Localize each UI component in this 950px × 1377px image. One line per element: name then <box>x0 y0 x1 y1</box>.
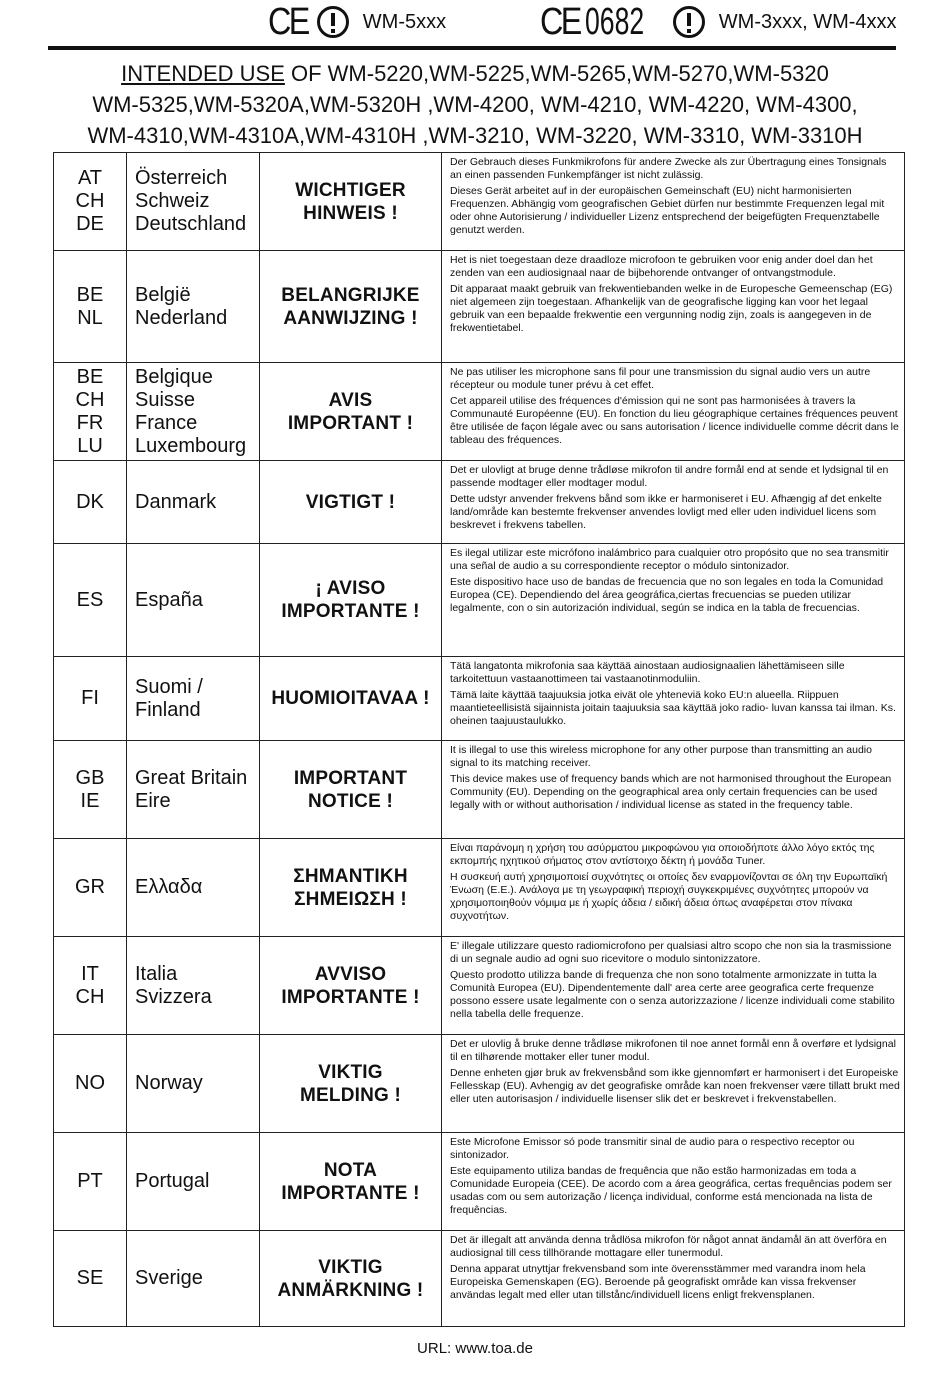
country-codes-item: AT <box>77 167 103 189</box>
notice-heading-item: IMPORTANTE ! <box>281 986 420 1008</box>
notice-heading <box>260 1133 442 1231</box>
country-names <box>127 657 260 741</box>
table-row <box>54 153 905 251</box>
country-names-item: Schweiz <box>135 190 210 212</box>
table-row <box>54 544 905 657</box>
table-row <box>54 1231 905 1327</box>
country-codes <box>54 741 127 839</box>
country-names-item: Great Britain <box>135 766 248 789</box>
notice-heading-item: IMPORTANTE ! <box>281 601 420 622</box>
notice-paragraph: Det är illegalt att använda denna trådlösa mikrofon för något annat ändamål än att överföra en audiosignal till cess tillhörande mottagare eller tunermodul. <box>450 1234 887 1259</box>
notice-paragraph: Es ilegal utilizar este micrófono inalámbrico para cualquier otro propósito que no sea transmitir una señal de audio a su correspondiente receptor o módulo sintonizador. <box>450 547 889 572</box>
notice-paragraph: Ne pas utiliser les microphone sans fil pour une transmission du signal audio vers un autre récepteur ou module tuner prévu à cet effet. <box>450 366 871 391</box>
notice-heading <box>260 839 442 937</box>
title-line-1-text: OF WM-5220,WM-5225,WM-5265,WM-5270,WM-5320 <box>284 61 829 86</box>
country-names-item: Ελλαδα <box>135 876 203 898</box>
alert-circle-icon <box>317 6 349 38</box>
country-names-item: España <box>135 588 203 611</box>
title-line-1 <box>0 58 950 89</box>
notice-paragraph: Este dispositivo hace uso de bandas de frecuencia que no son legales en toda la Comunidad Europea (CE). Dependiendo del área geográfica,ciertas frecuencias se pueden utilizar legalmente, con o sin autorización individual, según se indica en la tabla de frecuencias. <box>450 576 884 614</box>
notice-heading-item: BELANGRIJKE <box>281 284 420 306</box>
notice-text <box>442 153 905 251</box>
table-row <box>54 1035 905 1133</box>
country-codes <box>54 461 127 544</box>
notice-paragraph: Det er ulovlig å bruke denne trådløse mikrofonen til noe annet formål enn å overføre et lydsignal til en tilhørende mottaker eller tuner modul. <box>450 1038 896 1063</box>
notice-text <box>442 1035 905 1133</box>
notice-heading-item: WICHTIGER <box>295 179 406 201</box>
notice-heading <box>260 251 442 363</box>
notice-heading-item: VIKTIG <box>318 1061 383 1083</box>
notice-paragraph: Het is niet toegestaan deze draadloze microfoon te gebruiken voor enig ander doel dan het zenden van een audiosignaal naar de bijbehorende ontvanger of ontvangstmodule. <box>450 254 873 279</box>
notice-paragraph: Dieses Gerät arbeitet auf in der europäischen Gemeinschaft (EU) nicht harmonisierten Frequenzen. Abhängig vom geografischen Gebiet dürfen nur bestimmte Frequenzen legal mit oder ohne Autorisierung / individueller Lizenz entsprechend der beigefügten Frequenztabelle genutzt werden. <box>450 185 885 236</box>
country-codes <box>54 251 127 363</box>
country-codes <box>54 153 127 251</box>
country-codes-item: GR <box>75 876 105 898</box>
notice-heading-item: ΣΗΜΕΙΩΣΗ ! <box>294 888 407 910</box>
notice-heading-item: IMPORTANT ! <box>287 412 414 434</box>
notice-heading-item: NOTICE ! <box>308 790 393 812</box>
notice-heading-item: VIGTIGT ! <box>305 491 396 513</box>
country-codes <box>54 363 127 461</box>
model-series-label: WM-3xxx, WM-4xxx <box>718 10 897 33</box>
country-names <box>127 1133 260 1231</box>
country-codes-item: IE <box>80 789 100 812</box>
notice-heading-item: NOTA <box>323 1159 378 1181</box>
notice-heading <box>260 1231 442 1327</box>
country-names <box>127 839 260 937</box>
country-names-item: Belgique <box>135 365 213 388</box>
country-codes <box>54 839 127 937</box>
notice-paragraph: Dette udstyr anvender frekvens bånd som ikke er harmoniseret i EU. Afhængig af det enkelte land/område kan bestemte frekvenser anvendes lovligt med eller uden individuel licens som beskrevet i frekvens tabellen. <box>450 493 882 531</box>
country-names <box>127 363 260 461</box>
notice-heading <box>260 153 442 251</box>
country-codes-item: CH <box>75 388 105 411</box>
notice-paragraph: Dit apparaat maakt gebruik van frekwentiebanden welke in de Europesche Gemeenschap (EG) niet algemeen zijn toegestaan. Afhankelijk van de geografische ligging kan voor het legaal gebruik van een bepaalde frekwentie een vergunning nodig zijn, zoals is aangegeven in de frekwentietabel. <box>450 283 893 334</box>
header-divider <box>48 46 896 50</box>
table-row <box>54 657 905 741</box>
country-codes-item: CH <box>75 190 105 212</box>
notice-text <box>442 657 905 741</box>
notice-paragraph: Tämä laite käyttää taajuuksia jotka eivät ole yhteneviä koko EU:n alueella. Riippuen maantieteellisistä sijainnista joitain taajuuksia saa käyttää joko radio- luvan kanssa tai ilman. Ks. oheinen taajuustaulukko. <box>450 689 896 727</box>
notice-heading-item: VIKTIG <box>318 1256 383 1278</box>
country-names <box>127 1035 260 1133</box>
notice-text <box>442 839 905 937</box>
country-names <box>127 544 260 657</box>
country-codes-item: CH <box>75 985 105 1008</box>
notice-paragraph: Tätä langatonta mikrofonia saa käyttää ainostaan audiosignaalien lähettämiseen sille tarkoitettuun vastaanottimeen tai vastaanotinmoduliin. <box>450 660 845 685</box>
notice-paragraph: Cet appareil utilise des fréquences d'émission qui ne sont pas harmonisées à travers la Communauté Européenne (EU). En fonction du lieu géographique certaines fréquences peuvent être utilisée de façon légale avec ou sans autorisation / licence individuelle comme décrit dans le tableau des fréquences. <box>450 395 899 446</box>
country-codes-item: SE <box>76 1267 104 1289</box>
notice-heading-item: IMPORTANTE ! <box>281 1182 420 1204</box>
notice-paragraph: Είναι παράνομη η χρήση του ασύρματου μικροφώνου για οποιοδήποτε άλλο λόγο εκτός της εκπομπής ηχητικού σήματος στον αντίστοιχο δέκτη ή μονάδα Tuner. <box>450 842 875 867</box>
title-line-3: WM-4310,WM-4310A,WM-4310H ,WM-3210, WM-3220, WM-3310, WM-3310H <box>87 123 863 148</box>
notice-heading-item: MELDING ! <box>299 1084 401 1106</box>
country-names-item: Deutschland <box>135 213 247 235</box>
country-names-item: België <box>135 283 191 306</box>
country-codes-item: DK <box>76 490 104 513</box>
notice-text <box>442 461 905 544</box>
notice-paragraph: Η συσκευή αυτή χρησιμοποιεί συχνότητες οι οποίες δεν εναρμονίζονται σε όλη την Ευρωπαϊκή Ένωση (Ε.Ε.). Ανάλογα με τη γεωγραφική περιοχή συγκεκριμένες συχνότητες μπορούν να χρησιμοποιηθούν νόμιμα με ή χωρίς άδεια / ειδική άδεια όπως αναφέρεται στον πίνακα συχνοτήτων. <box>450 871 888 922</box>
notice-paragraph: Este equipamento utiliza bandas de frequência que não estão harmonizadas em toda a Comunidade Europeia (CEE). De acordo com a área geográfica, certas frequências podem ser usadas com ou sem autorização / licença individual, conforme está mencionada na lista de frequências. <box>450 1165 892 1216</box>
notice-text <box>442 741 905 839</box>
table-row <box>54 461 905 544</box>
country-codes-item: FI <box>81 687 99 709</box>
notice-text <box>442 937 905 1035</box>
country-codes <box>54 937 127 1035</box>
country-codes <box>54 657 127 741</box>
notice-paragraph: It is illegal to use this wireless microphone for any other purpose than transmitting an audio signal to its matching receiver. <box>450 744 872 769</box>
notice-heading-item: AVIS <box>328 389 373 411</box>
country-names <box>127 461 260 544</box>
notice-text <box>442 1231 905 1327</box>
country-names-item: Suomi / <box>135 675 203 698</box>
country-names-item: Danmark <box>135 490 217 513</box>
notice-heading <box>260 1035 442 1133</box>
model-series-label: WM-5xxx <box>362 10 447 33</box>
notice-heading <box>260 363 442 461</box>
country-codes <box>54 1035 127 1133</box>
notice-heading <box>260 461 442 544</box>
country-codes-item: ES <box>76 588 104 611</box>
country-codes-item: PT <box>77 1170 103 1192</box>
country-names-item: Österreich <box>135 167 228 189</box>
country-names-item: Italia <box>135 962 178 985</box>
notice-text <box>442 544 905 657</box>
notice-heading-item: ¡ AVISO <box>315 578 386 599</box>
notice-heading-item: HINWEIS ! <box>303 202 398 224</box>
country-names-item: Sverige <box>135 1267 203 1289</box>
table-row <box>54 839 905 937</box>
country-names-item: Nederland <box>135 306 228 329</box>
notice-heading <box>260 657 442 741</box>
country-notice-table <box>53 152 905 1327</box>
country-codes <box>54 1231 127 1327</box>
notice-paragraph: Denne enheten gjør bruk av frekvensbånd som ikke gjennomført er harmonisert i det Europeiske Fellesskap (EU). Avhengig av det geografiske område kan noen frekvenser være tillatt brukt med eller uten autorisasjon / individuelle lisenser slik det er beskrevet i frekvenstabellen. <box>450 1067 900 1105</box>
table-row <box>54 937 905 1035</box>
country-names <box>127 741 260 839</box>
notice-paragraph: Det er ulovligt at bruge denne trådløse mikrofon til andre formål end at sende et lydsignal til en passende modtager eller modtager modul. <box>450 464 889 489</box>
country-codes-item: DE <box>76 213 104 235</box>
country-codes-item: NO <box>75 1072 105 1094</box>
country-codes-item: BE <box>76 365 104 388</box>
country-names-item: Norway <box>135 1072 203 1094</box>
country-names-item: France <box>135 411 198 434</box>
notice-paragraph: Este Microfone Emissor só pode transmitir sinal de audio para o respectivo receptor ou sintonizador. <box>450 1136 855 1161</box>
country-names <box>127 251 260 363</box>
notice-paragraph: Der Gebrauch dieses Funkmikrofons für andere Zwecke als zur Übertragung eines Tonsignals an einen passenden Funkempfänger ist nicht zulässig. <box>450 156 887 181</box>
ce-logo: CE <box>540 0 580 43</box>
country-codes <box>54 544 127 657</box>
title-line-2: WM-5325,WM-5320A,WM-5320H ,WM-4200, WM-4210, WM-4220, WM-4300, <box>92 92 858 117</box>
table-row <box>54 363 905 461</box>
country-names-item: Portugal <box>135 1170 210 1192</box>
country-names-item: Svizzera <box>135 985 212 1008</box>
page-title <box>0 58 950 151</box>
country-names-item: Luxembourg <box>135 434 247 457</box>
country-codes-item: FR <box>76 411 104 434</box>
table-row <box>54 251 905 363</box>
notice-text <box>442 251 905 363</box>
notice-paragraph: Questo prodotto utilizza bande di frequenza che non sono totalmente armonizzate in tutta la Comunità Europea (EU). Dipendentemente dall' area certe aree geografica certe frequenze possono essere usate legalmente con o senza autorizzazione / licenze individuali come stabilito nella tabella delle frequenze. <box>450 969 895 1020</box>
notice-heading-item: ΣΗΜΑΝΤΙΚΗ <box>293 865 408 887</box>
country-names-item: Suisse <box>135 388 196 411</box>
table-row <box>54 1133 905 1231</box>
notice-text <box>442 363 905 461</box>
notice-heading <box>260 937 442 1035</box>
notice-paragraph: Denna apparat utnyttjar frekvensband som inte överensstämmer med varandra inom hela Europeiska Gemenskapen (EG). Beroende på geografiskt område kan vissa frekvenser användas legalt med eller utan tillstånc/individuell licens enligt frekvensplanen. <box>450 1263 866 1301</box>
notice-heading-item: AVVISO <box>314 963 387 985</box>
notice-heading-item: ANMÄRKNING ! <box>277 1279 424 1301</box>
notice-heading-item: AANWIJZING ! <box>283 307 418 329</box>
notice-heading-item: HUOMIOITAVAA ! <box>271 688 430 709</box>
country-codes-item: IT <box>81 962 99 985</box>
country-names <box>127 937 260 1035</box>
notice-heading-item: IMPORTANT <box>293 767 408 789</box>
country-names-item: Finland <box>135 698 201 721</box>
footer-url: URL: www.toa.de <box>417 1340 533 1357</box>
country-codes-item: NL <box>77 306 103 329</box>
ce-mark-group-wm5 <box>268 2 446 42</box>
notified-body-number: 0682 <box>584 0 644 43</box>
notice-heading <box>260 741 442 839</box>
country-codes-item: LU <box>77 434 103 457</box>
alert-circle-icon <box>673 6 705 38</box>
ce-marking-header <box>0 0 950 45</box>
notice-heading <box>260 544 442 657</box>
ce-mark-group-wm3-wm4 <box>540 2 897 42</box>
country-codes-item: GB <box>75 766 105 789</box>
notice-paragraph: This device makes use of frequency bands which are not harmonised throughout the European Community (EU). Depending on the geographical area only certain frequencies can be used legally with or without authorisation / individual license as stated in the frequency table. <box>450 773 892 811</box>
country-names <box>127 1231 260 1327</box>
country-names <box>127 153 260 251</box>
country-codes-item: BE <box>76 283 104 306</box>
notice-text <box>442 1133 905 1231</box>
country-codes <box>54 1133 127 1231</box>
ce-logo: CE <box>268 0 308 43</box>
country-names-item: Eire <box>135 789 171 812</box>
notice-paragraph: E' illegale utilizzare questo radiomicrofono per qualsiasi altro scopo che non sia la trasmissione di un segnale audio ad ogni suo ricevitore o modulo sintonizzatore. <box>450 940 892 965</box>
table-row <box>54 741 905 839</box>
title-lead: INTENDED USE <box>121 61 285 86</box>
